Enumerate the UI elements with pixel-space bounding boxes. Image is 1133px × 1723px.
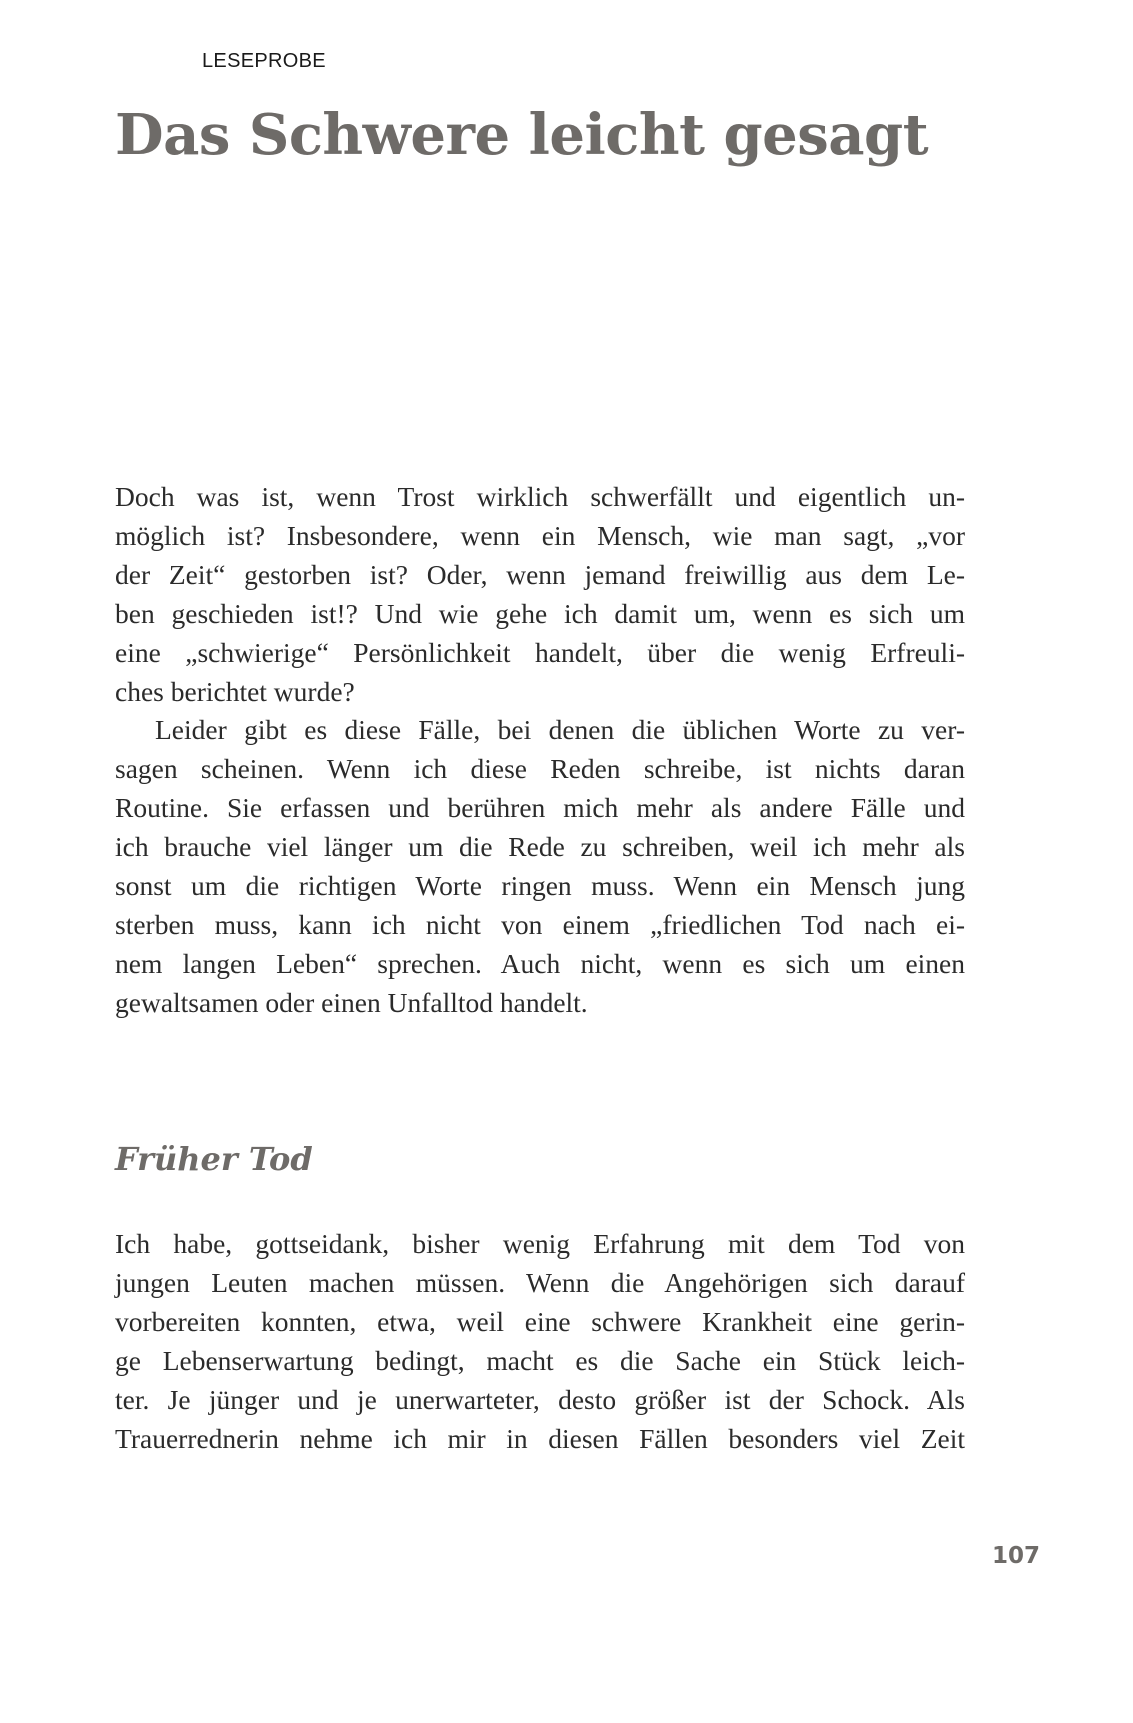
text-line: vorbereiten konnten, etwa, weil eine schwere Krankheit eine gerin- [115, 1305, 965, 1337]
chapter-title: Das Schwere leicht gesagt [115, 102, 929, 168]
text-line: sterben muss, kann ich nicht von einem „friedlichen Tod nach ei- [115, 908, 965, 940]
text-line: Leider gibt es diese Fälle, bei denen die üblichen Worte zu ver- [155, 714, 965, 746]
text-line: jungen Leuten machen müssen. Wenn die Angehörigen sich darauf [115, 1266, 965, 1298]
section-text [115, 1225, 965, 1458]
text-line: gewaltsamen oder einen Unfalltod handelt. [115, 986, 588, 1018]
section-paragraph-1 [115, 1225, 965, 1458]
text-line: sonst um die richtigen Worte ringen muss. Wenn ein Mensch jung [115, 870, 965, 902]
intro-paragraph-1 [115, 478, 965, 711]
text-line: der Zeit“ gestorben ist? Oder, wenn jemand freiwillig aus dem Le- [115, 558, 965, 590]
text-line: ter. Je jünger und je unerwarteter, desto größer ist der Schock. Als [115, 1383, 965, 1415]
section-heading: Früher Tod [115, 1140, 313, 1178]
text-line: ge Lebenserwartung bedingt, macht es die Sache ein Stück leich- [115, 1344, 965, 1376]
text-line: ich brauche viel länger um die Rede zu schreiben, weil ich mehr als [115, 831, 965, 863]
leseprobe-label: LESEPROBE [202, 50, 326, 72]
text-line: Routine. Sie erfassen und berühren mich mehr als andere Fälle und [115, 792, 965, 824]
text-line: ches berichtet wurde? [115, 675, 355, 707]
intro-paragraph-2 [115, 711, 965, 1022]
text-line: möglich ist? Insbesondere, wenn ein Mensch, wie man sagt, „vor [115, 519, 965, 551]
text-line: ben geschieden ist!? Und wie gehe ich damit um, wenn es sich um [115, 597, 965, 629]
text-line: Doch was ist, wenn Trost wirklich schwerfällt und eigentlich un- [115, 481, 965, 512]
page-number: 107 [991, 1543, 1040, 1569]
text-line: Trauerrednerin nehme ich mir in diesen Fällen besonders viel Zeit [115, 1422, 965, 1454]
intro-text [115, 478, 965, 1023]
text-line: nem langen Leben“ sprechen. Auch nicht, wenn es sich um einen [115, 947, 965, 979]
text-line: eine „schwierige“ Persönlichkeit handelt, über die wenig Erfreuli- [115, 636, 965, 668]
text-line: Ich habe, gottseidank, bisher wenig Erfahrung mit dem Tod von [115, 1228, 965, 1259]
text-line: sagen scheinen. Wenn ich diese Reden schreibe, ist nichts daran [115, 753, 965, 785]
